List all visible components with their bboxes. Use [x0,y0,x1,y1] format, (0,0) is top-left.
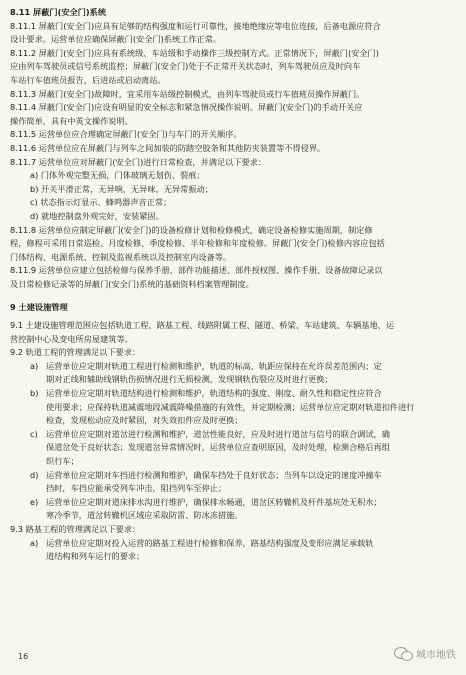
list-item-cont: 期对正线和辅助线钢轨伤损情况进行无损检测，发现钢轨伤裂应及时进行更换； [46,374,333,385]
body-line: 操作简单，具有中英文操作说明。 [10,115,133,126]
body-line: 8.11.1 屏蔽门(安全门)应具有足够的结构强度和运行可靠性，接地绝缘应等电位连接，后备电源应符合 [10,20,381,31]
body-line: 程，修程可采用日常巡检、月度检修、季度检修、半年检修和年度检修。屏蔽门(安全门)检修内容应包括 [10,238,385,249]
watermark-text: 城市地铁 [416,650,456,661]
body-line: 及日常检修记录等的屏蔽门(安全门)系统的基础资料档案管理制度。 [10,278,254,289]
body-line: 营控制中心及变电所房屋建筑等。 [10,333,133,344]
list-item [10,537,456,551]
body-line: 应由列车驾驶员或信号系统监控；屏蔽门(安全门)处于不正常开关状态时，列车驾驶员应及时向车 [10,61,361,72]
list-item [10,387,456,401]
list-item-text: 运营单位应定期对轨道工程进行检测和维护，轨道的标高、轨距应保持在允许误差范围内；定 [46,360,382,371]
body-line: 门体结构、电源系统、控制及监视系统以及控制室内设备等。 [10,251,232,262]
list-item-text: 运营单位应定期对道床排水沟进行维护，确保排水畅通，道岔区转辙机及杆件基坑处无积水； [46,496,382,507]
list-item [10,496,456,510]
list-marker: a) [30,537,39,548]
list-marker: a) [30,360,39,371]
list-item [10,360,456,374]
list-item-cont: 检查，发现松动应及时紧固，对失效扣件应及时更换； [46,415,243,426]
watermark [394,646,456,661]
wechat-icon [394,647,412,661]
list-item-cont: 挡时，车挡应能承受列车冲击，阻挡列车至停止； [46,483,227,494]
section-9-title: 9 土建设施管理 [10,302,68,313]
list-item [10,428,456,442]
body-line: 8.11.2 屏蔽门(安全门)应具有系统级、车站级和手动操作三级控制方式。正常情况下，屏蔽门(安全门) [10,47,379,58]
list-item: b) 开关平滑正常，无异响，无异味，无异常振动； [30,183,213,194]
list-item-cont: 保道岔处于良好状态；发现道岔异常情况时，运营单位应查明原因，及时处理，检测合格后再组 [46,442,390,453]
list-item: d) 就地控制盘外观完好，安装紧固。 [30,210,164,221]
list-item [10,469,456,483]
list-item-text: 运营单位应定期对投入运营的路基工程进行检修和保养，路基结构强度及变形应满足承载轨 [46,537,374,548]
page-number: 16 [18,652,29,661]
list-item-cont: 使用要求；应保持轨道减震地段减震降噪措施的有效性，并定期检测；运营单位应定期对轨道扣件进行 [46,401,415,412]
body-line: 设计要求。运营单位应确保屏蔽门(安全门)系统工作正常。 [10,34,222,45]
list-marker: b) [30,388,39,399]
body-line: 8.11.3 屏蔽门(安全门)故障时，宜采用车站级控制模式，由列车驾驶员或行车值班员操作屏蔽门。 [10,88,365,99]
list-item-text: 运营单位应定期对道岔进行检测和维护，道岔性能良好，应及时进行道岔与信号的联合调试，确 [46,428,390,439]
subsection-9-2-title: 9.2 轨道工程的管理满足以下要求： [10,347,141,358]
subsection-9-3-title: 9.3 路基工程的管理满足以下要求： [10,523,141,534]
body-line: 8.11.4 屏蔽门(安全门)应设有明显的安全标志和紧急情况操作说明。屏蔽门(安全门)的手动开关应 [10,102,363,113]
list-marker: e) [30,496,39,507]
list-marker: c) [30,428,38,439]
list-item: c) 状态指示灯显示、蜂鸣器声音正常； [30,197,172,208]
section-8-11-title: 8.11 屏蔽门(安全门)系统 [10,7,107,17]
list-item-text: 运营单位应定期对轨道结构进行检测和维护，轨道结构的强度、刚度、耐久性和稳定性应符合 [46,388,382,399]
body-line: 8.11.7 运营单位应对屏蔽门(安全门)进行日常检查，并满足以下要求： [10,156,267,167]
body-line: 8.11.5 运营单位应合理确定屏蔽门(安全门)与车门的开关顺序。 [10,129,242,140]
body-line: 8.11.6 运营单位应在屏蔽门与列车之间加装的防踏空胶条和其他防夹装置等不得侵界。 [10,142,326,153]
list-item: a) 门体外观完整无损，门体玻璃无划伤、裂痕； [30,170,205,181]
list-item-cont: 道结构和列车运行的要求； [46,551,145,562]
list-item-cont: 寒冷季节，道岔转辙机区域应采取防雷、防冰冻措施。 [46,510,243,521]
body-line: 9.1 土建设施管理范围应包括轨道工程、路基工程、线路附属工程、隧道、桥梁、车站建筑、车辆基地、运 [10,320,395,331]
body-line: 车站行车值班员报告，后进站或启动离站。 [10,74,166,85]
list-marker: d) [30,469,39,480]
list-item-cont: 织行车； [46,456,79,466]
body-line: 8.11.9 运营单位应建立包括检修与保养手册、部件功能描述、部件授权图、操作手册、设备故障记录以 [10,265,383,276]
body-line: 8.11.8 运营单位应制定屏蔽门(安全门)的设备检修计划和检修模式，确定设备检修实施周期，制定修 [10,224,373,235]
list-item-text: 运营单位应定期对车挡进行检测和维护，确保车挡处于良好状态；当列车以设定的速度冲撞车 [46,469,382,480]
